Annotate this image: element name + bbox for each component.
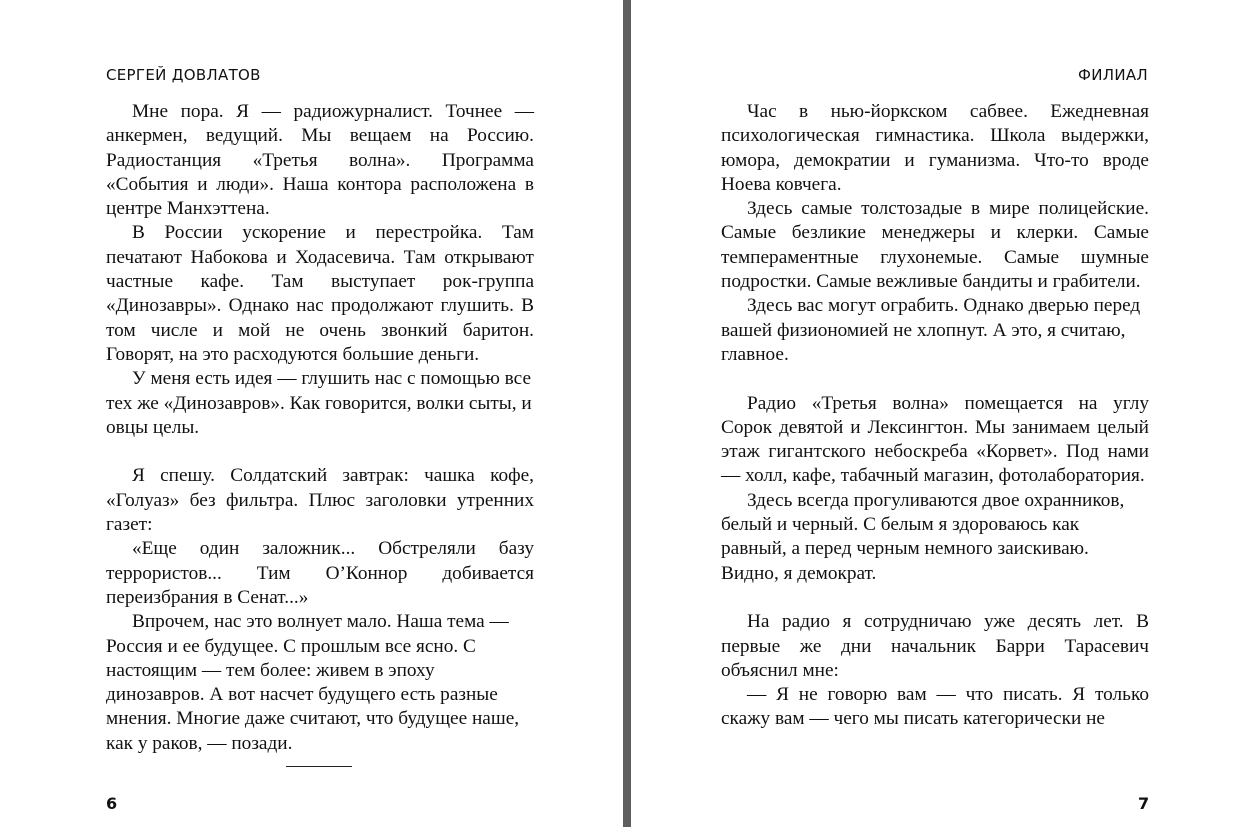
section-break: [721, 586, 1149, 610]
paragraph: Здесь всегда прогуливаются двое охранников, белый и черный. С белым я здороваюсь как равный, а перед черным немного заискиваю. Видно, я демократ.: [721, 489, 1125, 584]
paragraph: Здесь вас могут ограбить. Однако дверью перед вашей физиономией не хлопнут. А это, я считаю, главное.: [721, 295, 1141, 365]
paragraph: Радио «Третья волна» помещается на углу Сорок девятой и Лексингтон. Мы занимаем целый этаж гигантского небоскреба «Корвет». Под нами — холл, кафе, табачный магазин, фотолаборатория.: [721, 392, 1149, 487]
paragraph: «Еще один заложник... Обстреляли базу террористов... Тим О’Коннор добивается переизбрания в Сенат...»: [106, 538, 534, 608]
paragraph: Час в нью-йоркском сабвее. Ежедневная психологическая гимнастика. Школа выдержки, юмора, демократии и гуманизма. Что-то вроде Ноева ковчега.: [721, 101, 1149, 195]
section-end-rule: [286, 766, 352, 767]
paragraph: Здесь самые толстозадые в мире полицейские. Самые безликие менеджеры и клерки. Самые темпераментные глухонемые. Самые шумные подростки. Самые вежливые бандиты и грабители.: [721, 198, 1149, 293]
paragraph: Впрочем, нас это волнует мало. Наша тема — Россия и ее будущее. С прошлым все ясно. С настоящим — тем более: живем в эпоху динозавров. А вот насчет будущего есть разные мнения. Многие даже считают, что будущее наше, как у раков, — позади.: [106, 611, 520, 754]
paragraph: Я спешу. Солдатский завтрак: чашка кофе, «Голуаз» без фильтра. Плюс заголовки утренних газет:: [106, 465, 534, 536]
page-number-left: 6: [106, 794, 118, 813]
paragraph: У меня есть идея — глушить нас с помощью все тех же «Динозавров». Как говорится, волки сыты, и овцы целы.: [106, 368, 532, 438]
book-spine: [623, 0, 631, 827]
section-break: [721, 367, 1149, 391]
paragraph: Мне пора. Я — радиожурналист. Точнее — анкермен, ведущий. Мы вещаем на Россию. Радиостанция «Третья волна». Программа «События и люди». Наша контора расположена в центре Манхэттена.: [106, 101, 534, 220]
page-number-right: 7: [1138, 794, 1150, 813]
section-break: [106, 440, 534, 464]
running-head-title: ФИЛИАЛ: [1078, 66, 1148, 84]
left-page: [0, 0, 623, 827]
paragraph: — Я не говорю вам — что писать. Я только скажу вам — чего мы писать категорически не: [721, 684, 1149, 730]
left-page-text: [106, 100, 534, 756]
paragraph: На радио я сотрудничаю уже десять лет. В первые же дни начальник Барри Тарасевич объяснил мне:: [721, 611, 1149, 681]
right-page: [631, 0, 1250, 827]
paragraph: В России ускорение и перестройка. Там печатают Набокова и Ходасевича. Там открывают частные кафе. Там выступает рок-группа «Динозавры». Однако нас продолжают глушить. В том числе и мой не очень звонкий баритон. Говорят, на это расходуются большие деньги.: [106, 222, 534, 365]
right-page-text: [721, 100, 1149, 732]
running-head-author: СЕРГЕЙ ДОВЛАТОВ: [106, 66, 261, 84]
